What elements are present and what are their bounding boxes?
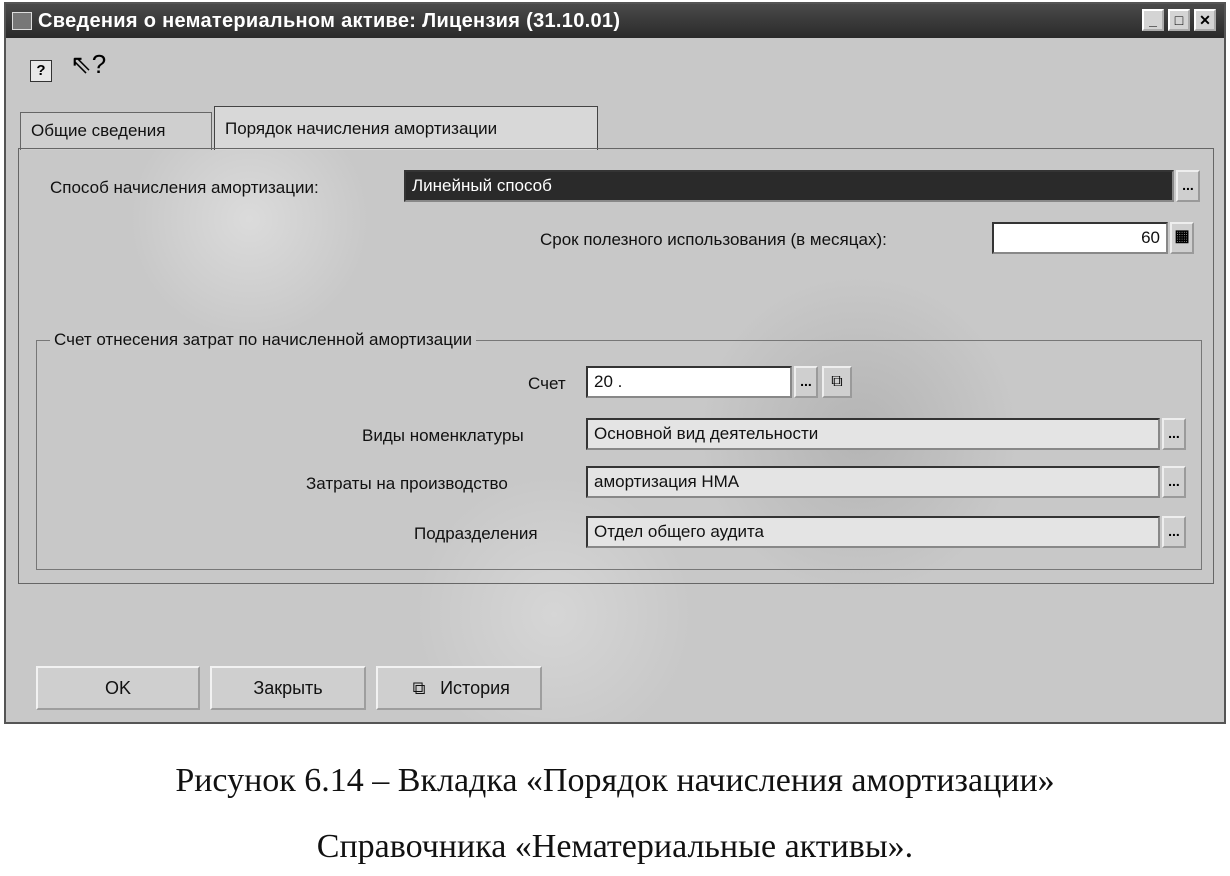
maximize-button[interactable]: □	[1168, 9, 1190, 31]
nomenclature-select-button[interactable]: ...	[1162, 418, 1186, 450]
minimize-button[interactable]: _	[1142, 9, 1164, 31]
close-button[interactable]: Закрыть	[210, 666, 366, 710]
dialog-window	[4, 2, 1226, 724]
method-label: Способ начисления амортизации:	[50, 178, 319, 197]
account-select-button[interactable]: ...	[794, 366, 818, 398]
method-select-button[interactable]: ...	[1176, 170, 1200, 202]
history-icon: ⧉	[412, 678, 426, 698]
whats-this-icon[interactable]: ⇖?	[70, 49, 107, 79]
cost-account-group-title: Счет отнесения затрат по начисленной амортизации	[50, 330, 476, 350]
production-costs-field[interactable]: амортизация НМА	[586, 466, 1160, 498]
production-costs-label: Затраты на производство	[306, 474, 508, 493]
account-field[interactable]: 20 .	[586, 366, 792, 398]
production-costs-select-button[interactable]: ...	[1162, 466, 1186, 498]
tab-depreciation-order[interactable]: Порядок начисления амортизации	[214, 106, 598, 150]
title-bar	[6, 4, 1224, 38]
term-field[interactable]: 60	[992, 222, 1168, 254]
window-title: Сведения о нематериальном активе: Лицензия (31.10.01)	[38, 10, 621, 32]
close-window-button[interactable]: ✕	[1194, 9, 1216, 31]
nomenclature-label: Виды номенклатуры	[362, 426, 524, 445]
division-label: Подразделения	[414, 524, 538, 543]
division-field[interactable]: Отдел общего аудита	[586, 516, 1160, 548]
nomenclature-field[interactable]: Основной вид деятельности	[586, 418, 1160, 450]
app-icon	[12, 12, 32, 30]
history-button[interactable]	[376, 666, 542, 710]
help-icon[interactable]: ?	[30, 60, 52, 82]
ok-button[interactable]: OK	[36, 666, 200, 710]
tab-general-info[interactable]: Общие сведения	[20, 112, 212, 150]
term-label: Срок полезного использования (в месяцах):	[540, 230, 887, 249]
division-select-button[interactable]: ...	[1162, 516, 1186, 548]
copy-icon[interactable]: ⧉	[822, 366, 852, 398]
calculator-icon[interactable]: ▦	[1170, 222, 1194, 254]
figure-caption-line2: Справочника «Нематериальные активы».	[316, 828, 914, 865]
figure-caption-line1: Рисунок 6.14 – Вкладка «Порядок начисления амортизации»	[175, 762, 1055, 799]
history-button-label: История	[440, 678, 510, 698]
method-field[interactable]: Линейный способ	[404, 170, 1174, 202]
account-label: Счет	[528, 374, 566, 393]
